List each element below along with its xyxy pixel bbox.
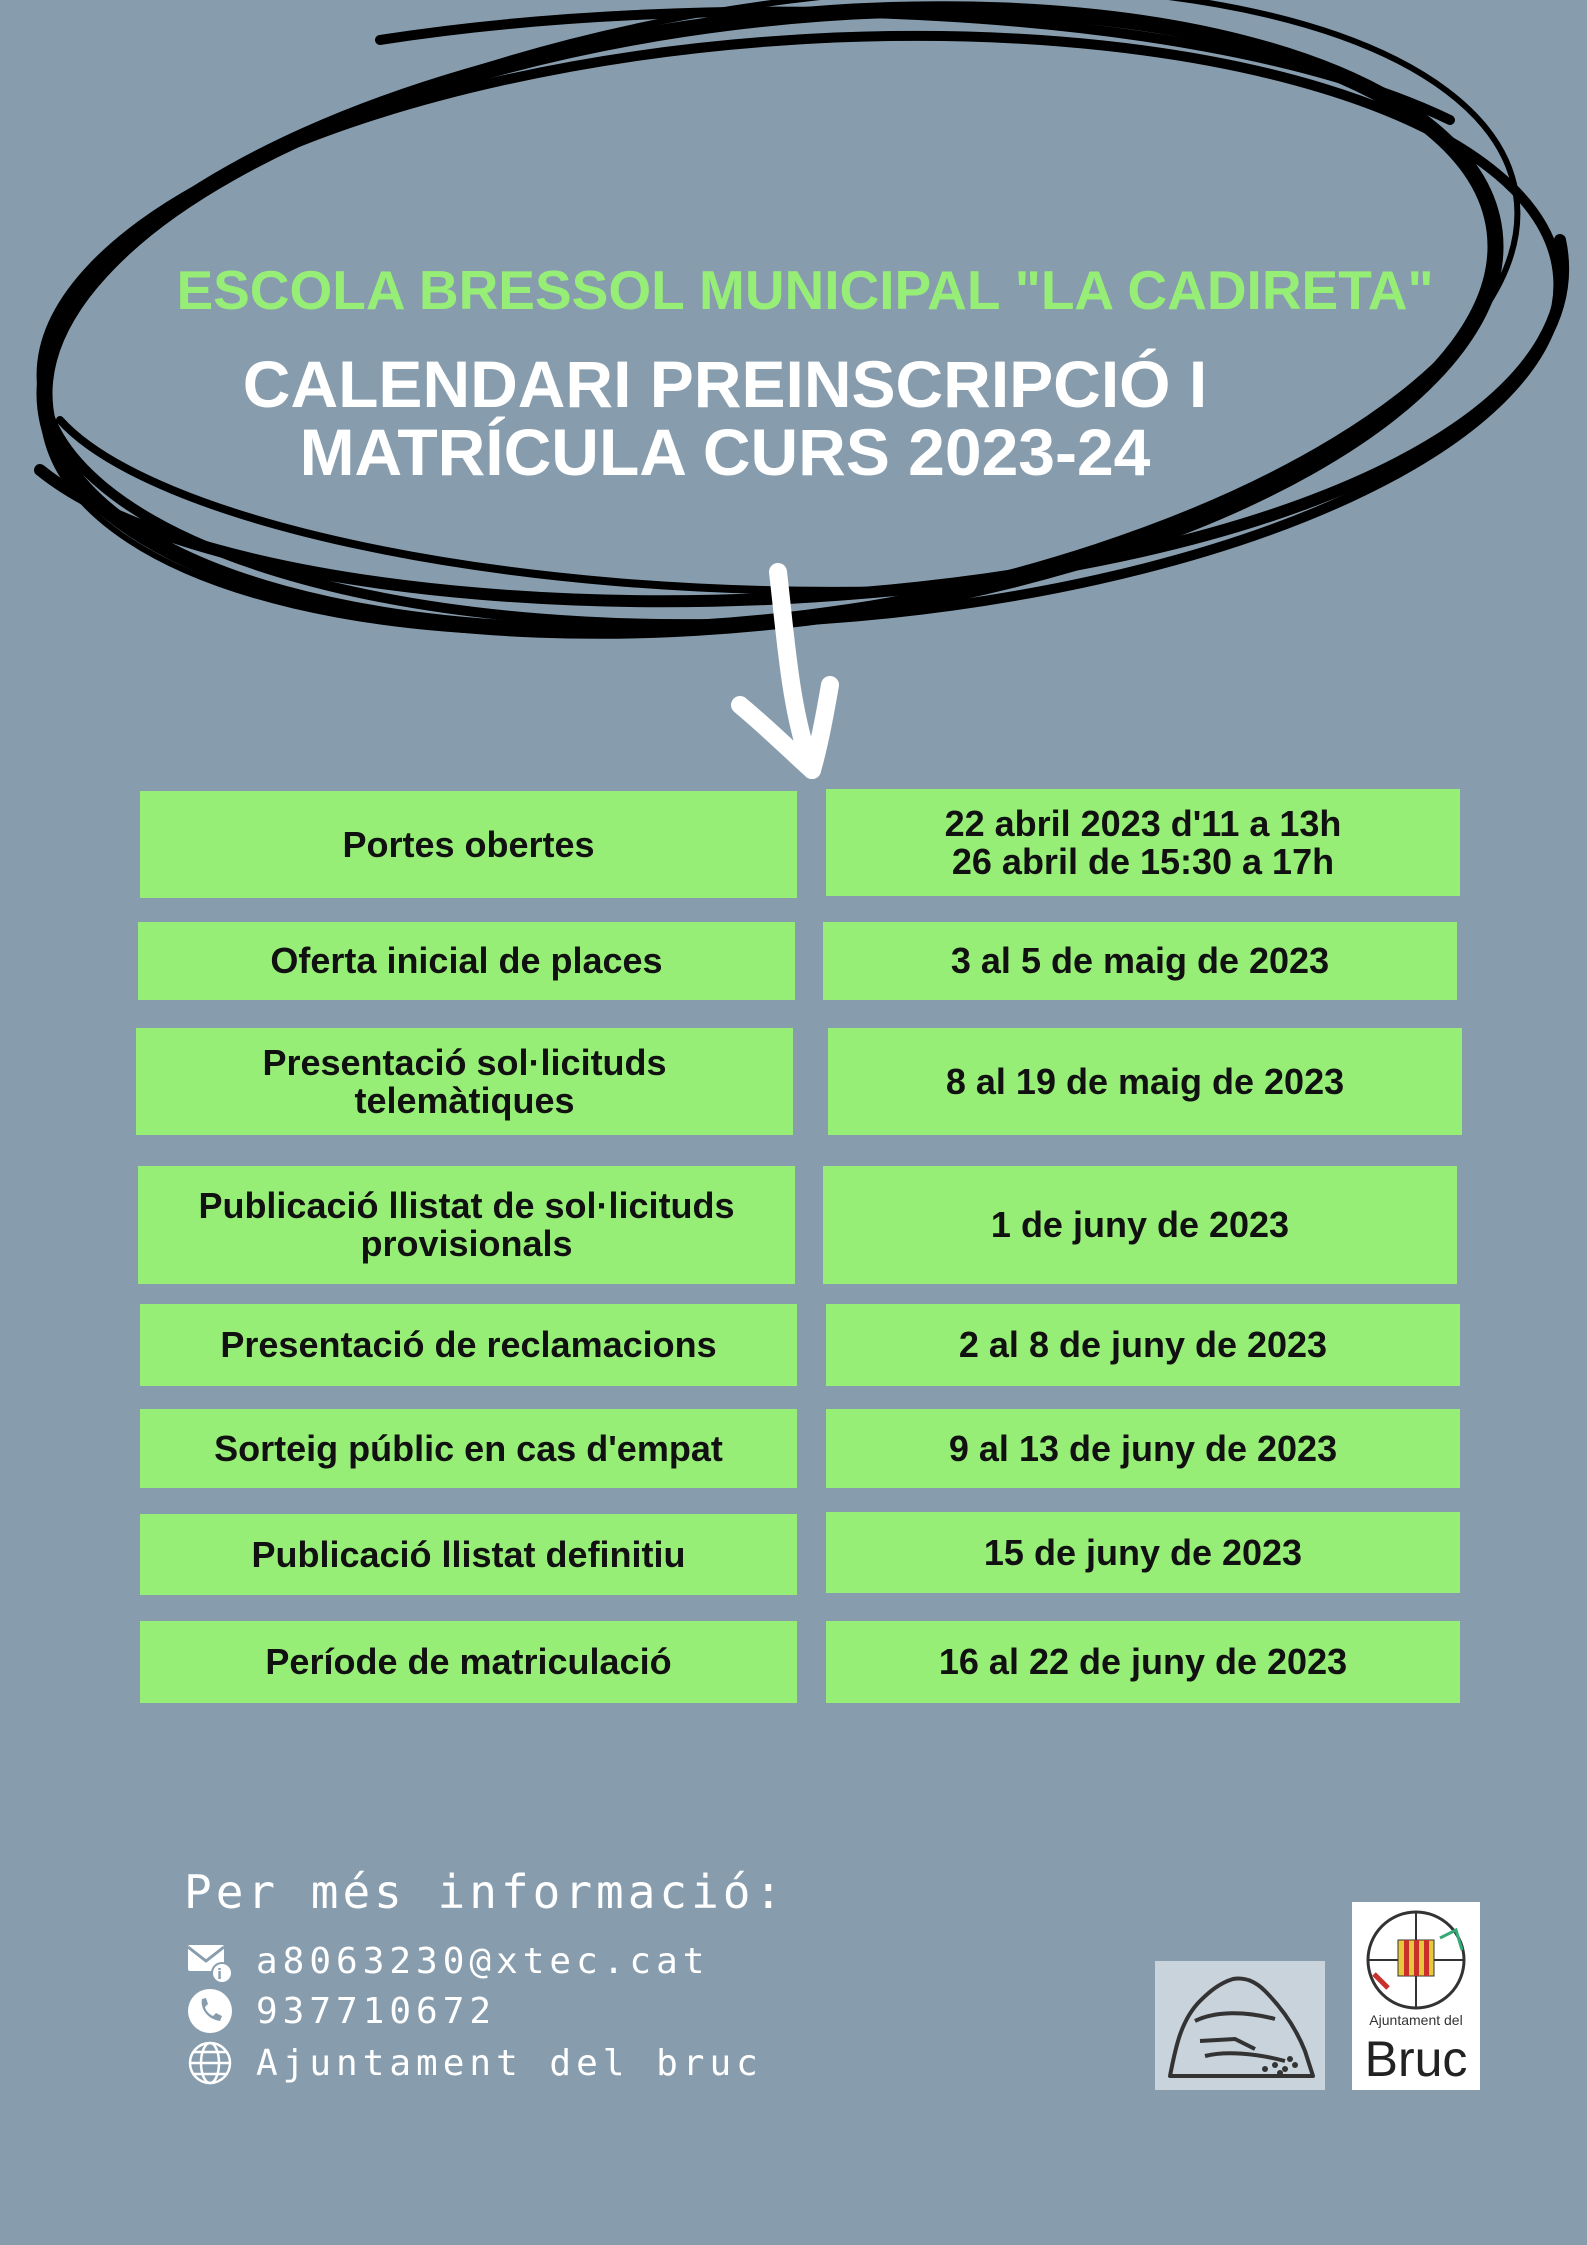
date-cell: 1 de juny de 2023 — [823, 1166, 1457, 1284]
contact-phone[interactable]: 937710672 — [256, 1990, 497, 2032]
page-title — [90, 347, 1360, 489]
contact-web[interactable]: Ajuntament del bruc — [256, 2042, 763, 2084]
activity-cell: Publicació llistat definitiu — [140, 1514, 797, 1595]
title-line-2: MATRÍCULA CURS 2023-24 — [299, 415, 1151, 489]
date-cell: 15 de juny de 2023 — [826, 1512, 1460, 1593]
svg-text:i: i — [217, 1967, 227, 1983]
arrow-down-icon — [720, 560, 870, 790]
activity-cell: Oferta inicial de places — [138, 922, 795, 1000]
contact-email[interactable]: a8063230@xtec.cat — [256, 1940, 710, 1982]
activity-cell: Portes obertes — [140, 791, 797, 898]
activity-cell: Sorteig públic en cas d'empat — [140, 1409, 797, 1488]
title-line-1: CALENDARI PREINSCRIPCIÓ I — [242, 347, 1208, 421]
envelope-info-icon — [186, 1937, 234, 1985]
contact-heading: Per més informació: — [184, 1865, 787, 1919]
contact-web-row — [186, 2038, 763, 2088]
phone-icon — [186, 1987, 234, 2035]
contact-email-row — [186, 1936, 709, 1986]
date-cell: 3 al 5 de maig de 2023 — [823, 922, 1457, 1000]
date-cell: 16 al 22 de juny de 2023 — [826, 1621, 1460, 1703]
activity-cell: Publicació llistat de sol·licituds provisionals — [138, 1166, 795, 1284]
activity-cell: Període de matriculació — [140, 1621, 797, 1703]
date-cell: 22 abril 2023 d'11 a 13h 26 abril de 15:30 a 17h — [826, 789, 1460, 896]
activity-cell: Presentació de reclamacions — [140, 1304, 797, 1386]
coat-of-arms-icon — [1352, 1902, 1480, 2012]
date-cell: 9 al 13 de juny de 2023 — [826, 1409, 1460, 1488]
montserrat-logo — [1155, 1961, 1325, 2090]
activity-cell: Presentació sol·licituds telemàtiques — [136, 1028, 793, 1135]
ajuntament-logo — [1352, 1902, 1480, 2090]
ajuntament-name: Bruc — [1364, 2031, 1468, 2087]
globe-icon — [186, 2039, 234, 2087]
school-name: ESCOLA BRESSOL MUNICIPAL "LA CADIRETA" — [176, 259, 1434, 321]
date-cell: 2 al 8 de juny de 2023 — [826, 1304, 1460, 1386]
date-cell: 8 al 19 de maig de 2023 — [828, 1028, 1462, 1135]
contact-phone-row — [186, 1986, 496, 2036]
mountain-icon — [1155, 1961, 1325, 2090]
ajuntament-caption: Ajuntament del — [1369, 2012, 1463, 2028]
